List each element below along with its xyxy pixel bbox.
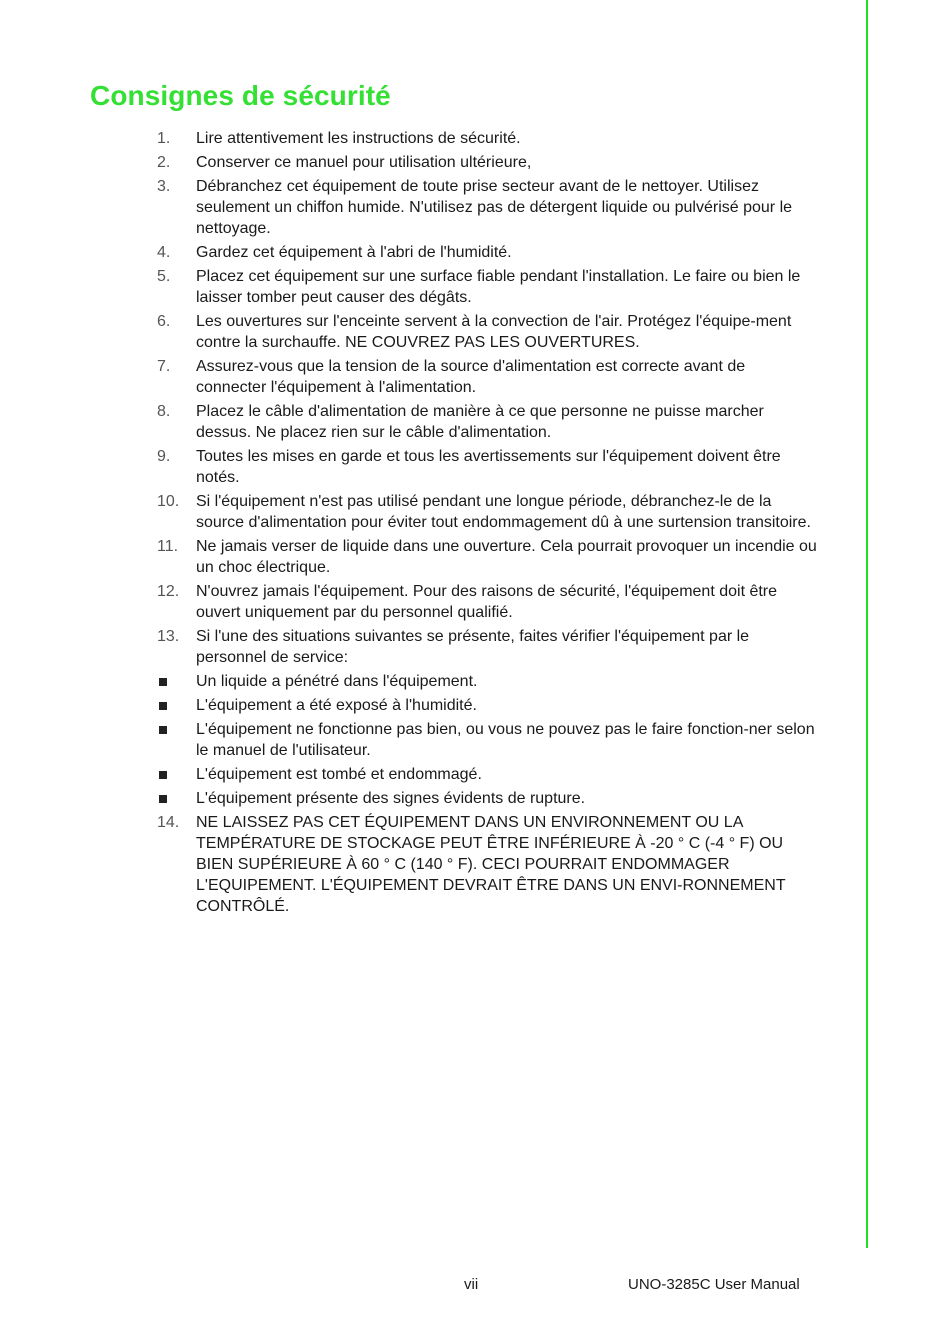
side-accent-rule [866,0,868,1248]
page-number: vii [464,1276,479,1293]
list-item [157,152,817,173]
page-title: Consignes de sécurité [90,80,391,111]
list-item [157,812,817,917]
item-text: Conserver ce manuel pour utilisation ultérieure, [196,154,532,171]
item-text: Placez le câble d'alimentation de manière à ce que personne ne puisse marcher dessus. Ne placez rien sur le câble d'alimentation. [196,403,764,441]
item-text: L'équipement a été exposé à l'humidité. [196,697,477,714]
manual-name: UNO-3285C User Manual [628,1276,800,1293]
item-text: NE LAISSEZ PAS CET ÉQUIPEMENT DANS UN ENVIRONNEMENT OU LA TEMPÉRATURE DE STOCKAGE PEUT ÊTRE INFÉRIEURE À -20 ° C (-4 ° F) OU BIEN SUPÉRIEURE À 60 ° C (140 ° F). CECI POURRAIT ENDOMMAGER L'EQUIPEMENT. L'ÉQUIPEMENT DEVRAIT ÊTRE DANS UN ENVI-RONNEMENT CONTRÔLÉ. [196,814,786,915]
item-text: Ne jamais verser de liquide dans une ouverture. Cela pourrait provoquer un incendie ou un choc électrique. [196,538,817,576]
item-text: N'ouvrez jamais l'équipement. Pour des raisons de sécurité, l'équipement doit être ouvert uniquement par du personnel qualifié. [196,583,778,621]
item-number: 11. [157,538,179,555]
item-text: L'équipement présente des signes évidents de rupture. [196,790,586,807]
list-item [157,266,817,308]
list-item [157,581,817,623]
item-number: 5. [157,268,171,285]
list-item [157,401,817,443]
bullet-item [157,764,817,785]
list-item [157,446,817,488]
item-text: Si l'une des situations suivantes se présente, faites vérifier l'équipement par le personnel de service: [196,628,750,666]
item-text: Débranchez cet équipement de toute prise secteur avant de le nettoyer. Utilisez seulement un chiffon humide. N'utilisez pas de détergent liquide ou pulvérisé pour le nettoyage. [196,178,793,237]
item-text: Lire attentivement les instructions de sécurité. [196,130,521,147]
list-item [157,311,817,353]
square-bullet-icon [159,702,167,710]
item-text: Placez cet équipement sur une surface fiable pendant l'installation. Le faire ou bien le laisser tomber peut causer des dégâts. [196,268,801,306]
item-text: L'équipement ne fonctionne pas bien, ou vous ne pouvez pas le faire fonction-ner selon le manuel de l'utilisateur. [196,721,815,759]
item-text: Un liquide a pénétré dans l'équipement. [196,673,478,690]
square-bullet-icon [159,726,167,734]
item-number: 8. [157,403,171,420]
item-text: L'équipement est tombé et endommagé. [196,766,482,783]
bullet-item [157,671,817,692]
safety-instructions-list [157,128,817,920]
item-number: 9. [157,448,171,465]
item-text: Si l'équipement n'est pas utilisé pendant une longue période, débranchez-le de la source d'alimentation pour éviter tout endommagement dû à une surtension transitoire. [196,493,811,531]
item-text: Gardez cet équipement à l'abri de l'humidité. [196,244,512,261]
item-text: Assurez-vous que la tension de la source d'alimentation est correcte avant de connecter l'équipement à l'alimentation. [196,358,746,396]
item-number: 10. [157,493,180,510]
item-number: 4. [157,244,171,261]
square-bullet-icon [159,771,167,779]
item-number: 6. [157,313,171,330]
bullet-item [157,695,817,716]
list-item [157,626,817,668]
item-text: Toutes les mises en garde et tous les avertissements sur l'équipement doivent être notés. [196,448,781,486]
list-item [157,536,817,578]
item-number: 13. [157,628,180,645]
item-number: 3. [157,178,171,195]
list-item [157,491,817,533]
bullet-item [157,788,817,809]
bullet-item [157,719,817,761]
item-number: 1. [157,130,171,147]
item-text: Les ouvertures sur l'enceinte servent à la convection de l'air. Protégez l'équipe-ment contre la surchauffe. NE COUVREZ PAS LES OUVERTURES. [196,313,792,351]
item-number: 7. [157,358,171,375]
list-item [157,176,817,239]
list-item [157,242,817,263]
item-number: 14. [157,814,180,831]
list-item [157,128,817,149]
square-bullet-icon [159,678,167,686]
item-number: 2. [157,154,171,171]
item-number: 12. [157,583,180,600]
square-bullet-icon [159,795,167,803]
list-item [157,356,817,398]
